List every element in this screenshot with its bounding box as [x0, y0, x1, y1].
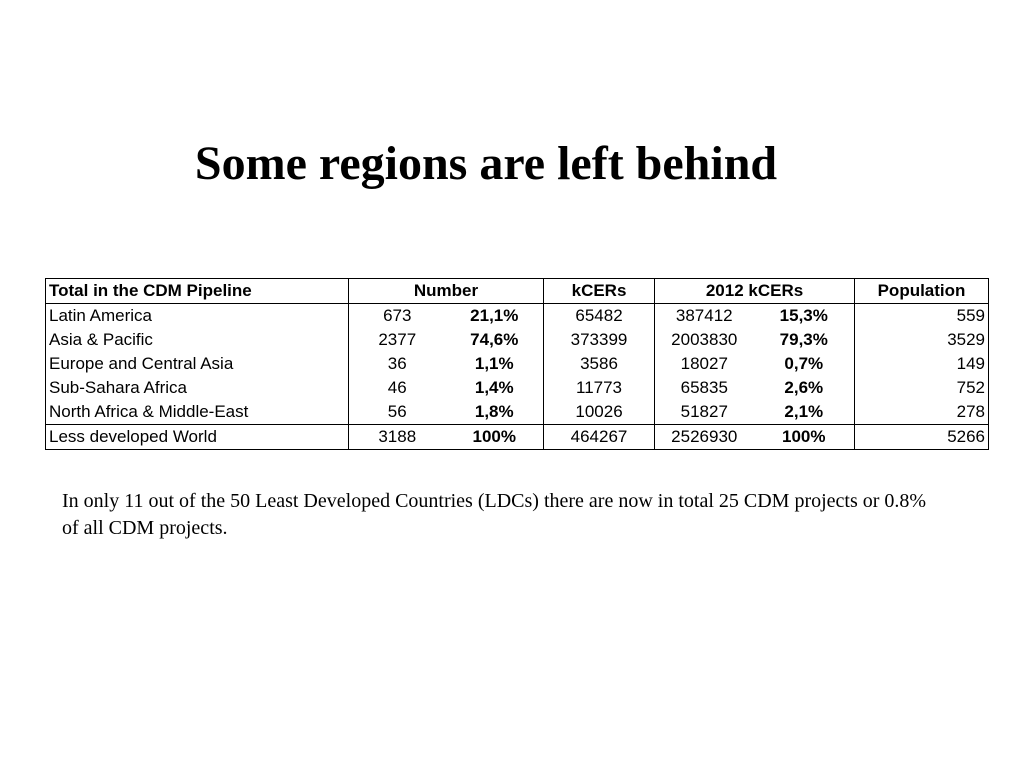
- cell-number-pct: 21,1%: [446, 304, 544, 329]
- cell-kcers: 10026: [544, 400, 655, 425]
- table-row: [46, 352, 989, 376]
- cell-number-pct: 1,1%: [446, 352, 544, 376]
- cell-kcers: 464267: [544, 425, 655, 450]
- cell-kcers-2012: 2526930: [655, 425, 754, 450]
- cell-number-pct: 100%: [446, 425, 544, 450]
- cell-number: 3188: [349, 425, 446, 450]
- table-row: [46, 400, 989, 425]
- cell-population: 149: [855, 352, 989, 376]
- cell-kcers: 3586: [544, 352, 655, 376]
- cell-kcers-2012-pct: 2,1%: [754, 400, 855, 425]
- cell-kcers-2012-pct: 0,7%: [754, 352, 855, 376]
- cell-population: 278: [855, 400, 989, 425]
- cell-kcers-2012: 2003830: [655, 328, 754, 352]
- cell-region: Latin America: [46, 304, 349, 329]
- cell-number: 56: [349, 400, 446, 425]
- cell-kcers: 65482: [544, 304, 655, 329]
- cell-region: Asia & Pacific: [46, 328, 349, 352]
- table-header-row: [46, 279, 989, 304]
- header-population: Population: [855, 279, 989, 304]
- cell-kcers-2012: 387412: [655, 304, 754, 329]
- cell-kcers-2012: 18027: [655, 352, 754, 376]
- page-title: Some regions are left behind: [194, 137, 778, 190]
- cell-kcers-2012-pct: 100%: [754, 425, 855, 450]
- header-kcers-2012: 2012 kCERs: [655, 279, 855, 304]
- cdm-pipeline-table: [45, 278, 989, 450]
- cell-number: 673: [349, 304, 446, 329]
- header-kcers: kCERs: [544, 279, 655, 304]
- cell-population: 752: [855, 376, 989, 400]
- footnote-text: In only 11 out of the 50 Least Developed Countries (LDCs) there are now in total 25 CDM projects or 0.8% of all CDM projects.: [62, 490, 927, 539]
- cell-kcers: 11773: [544, 376, 655, 400]
- cell-region: Less developed World: [46, 425, 349, 450]
- cell-number-pct: 74,6%: [446, 328, 544, 352]
- cell-population: 5266: [855, 425, 989, 450]
- cell-kcers: 373399: [544, 328, 655, 352]
- cell-population: 3529: [855, 328, 989, 352]
- table-total-row: [46, 425, 989, 450]
- cell-number: 46: [349, 376, 446, 400]
- cell-number-pct: 1,8%: [446, 400, 544, 425]
- table-row: [46, 304, 989, 329]
- cell-kcers-2012-pct: 79,3%: [754, 328, 855, 352]
- cell-number-pct: 1,4%: [446, 376, 544, 400]
- cell-region: North Africa & Middle-East: [46, 400, 349, 425]
- cell-number: 2377: [349, 328, 446, 352]
- cell-region: Europe and Central Asia: [46, 352, 349, 376]
- cell-kcers-2012-pct: 2,6%: [754, 376, 855, 400]
- header-region: Total in the CDM Pipeline: [46, 279, 349, 304]
- table-row: [46, 328, 989, 352]
- cell-kcers-2012-pct: 15,3%: [754, 304, 855, 329]
- cell-region: Sub-Sahara Africa: [46, 376, 349, 400]
- cell-kcers-2012: 51827: [655, 400, 754, 425]
- cell-population: 559: [855, 304, 989, 329]
- cell-kcers-2012: 65835: [655, 376, 754, 400]
- table-row: [46, 376, 989, 400]
- header-number: Number: [349, 279, 544, 304]
- cell-number: 36: [349, 352, 446, 376]
